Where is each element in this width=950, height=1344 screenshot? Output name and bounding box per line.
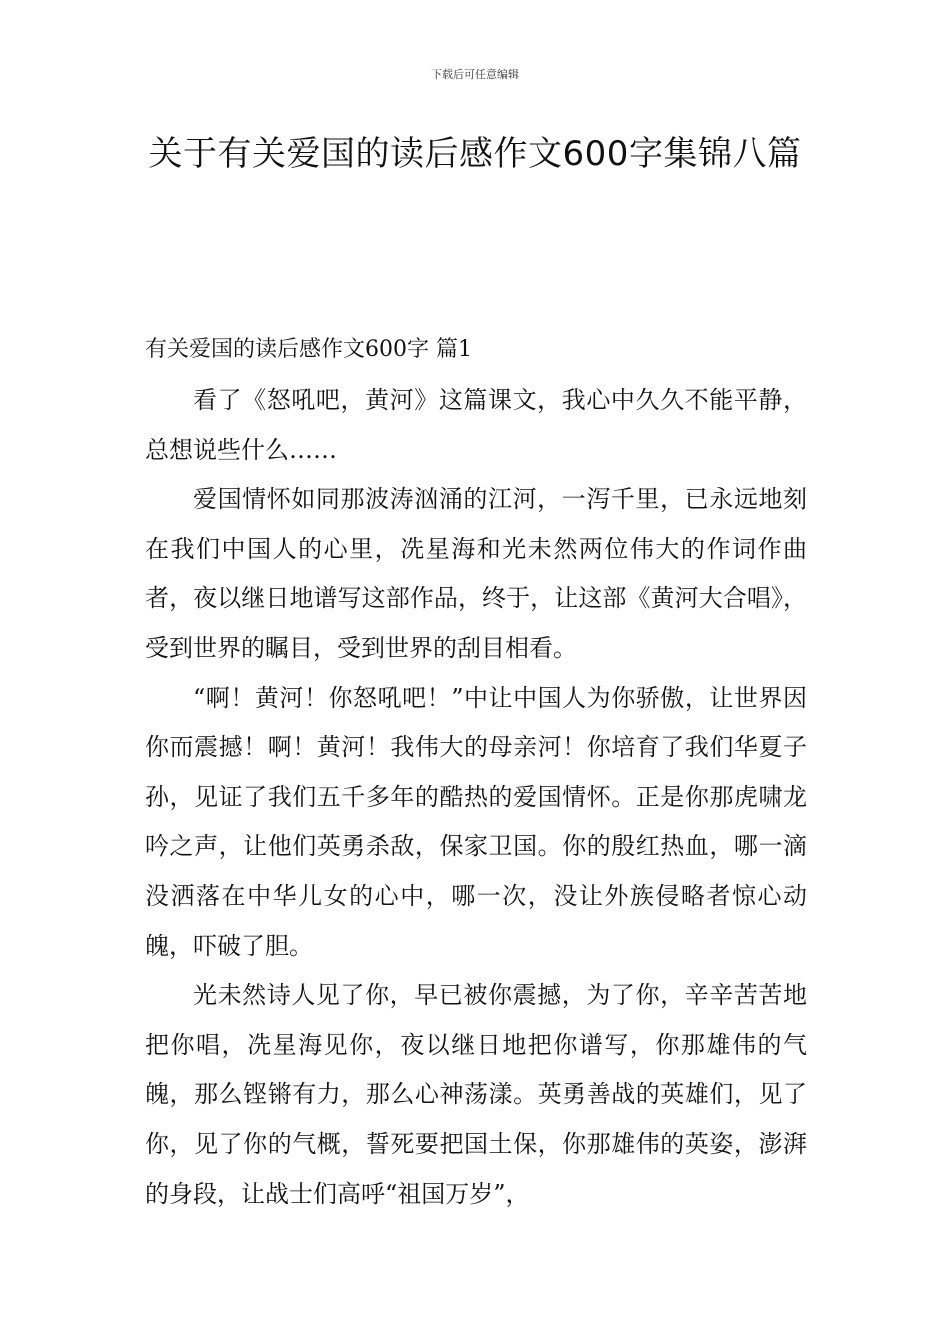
document-title: 关于有关爱国的读后感作文600字集锦八篇 <box>148 134 802 174</box>
section-heading: 有关爱国的读后感作文600字 篇1 <box>145 337 472 362</box>
document-body <box>145 376 807 1219</box>
paragraph: “啊！黄河！你怒吼吧！”中让中国人为你骄傲，让世界因你而震撼！啊！黄河！我伟大的母亲河！你培育了我们华夏子孙，见证了我们五千多年的酷热的爱国情怀。正是你那虎啸龙吟之声，让他们英勇杀敌，保家卫国。你的殷红热血，哪一滴没洒落在中华儿女的心中，哪一次，没让外族侵略者惊心动魄，吓破了胆。 <box>145 683 807 960</box>
paragraph: 看了《怒吼吧，黄河》这篇课文，我心中久久不能平静，总想说些什么…… <box>145 386 807 464</box>
paragraph: 光未然诗人见了你，早已被你震撼，为了你，辛辛苦苦地把你唱，冼星海见你，夜以继日地把你谱写，你那雄伟的气魄，那么铿锵有力，那么心神荡漾。英勇善战的英雄们，见了你，见了你的气概，誓死要把国土保，你那雄伟的英姿，澎湃的身段，让战士们高呼“祖国万岁”， <box>145 981 807 1208</box>
header-note: 下载后可任意编辑 <box>431 68 519 81</box>
paragraph: 爱国情怀如同那波涛汹涌的江河，一泻千里，已永远地刻在我们中国人的心里，冼星海和光未然两位伟大的作词作曲者，夜以继日地谱写这部作品，终于，让这部《黄河大合唱》，受到世界的瞩目，受到世界的刮目相看。 <box>145 485 807 662</box>
